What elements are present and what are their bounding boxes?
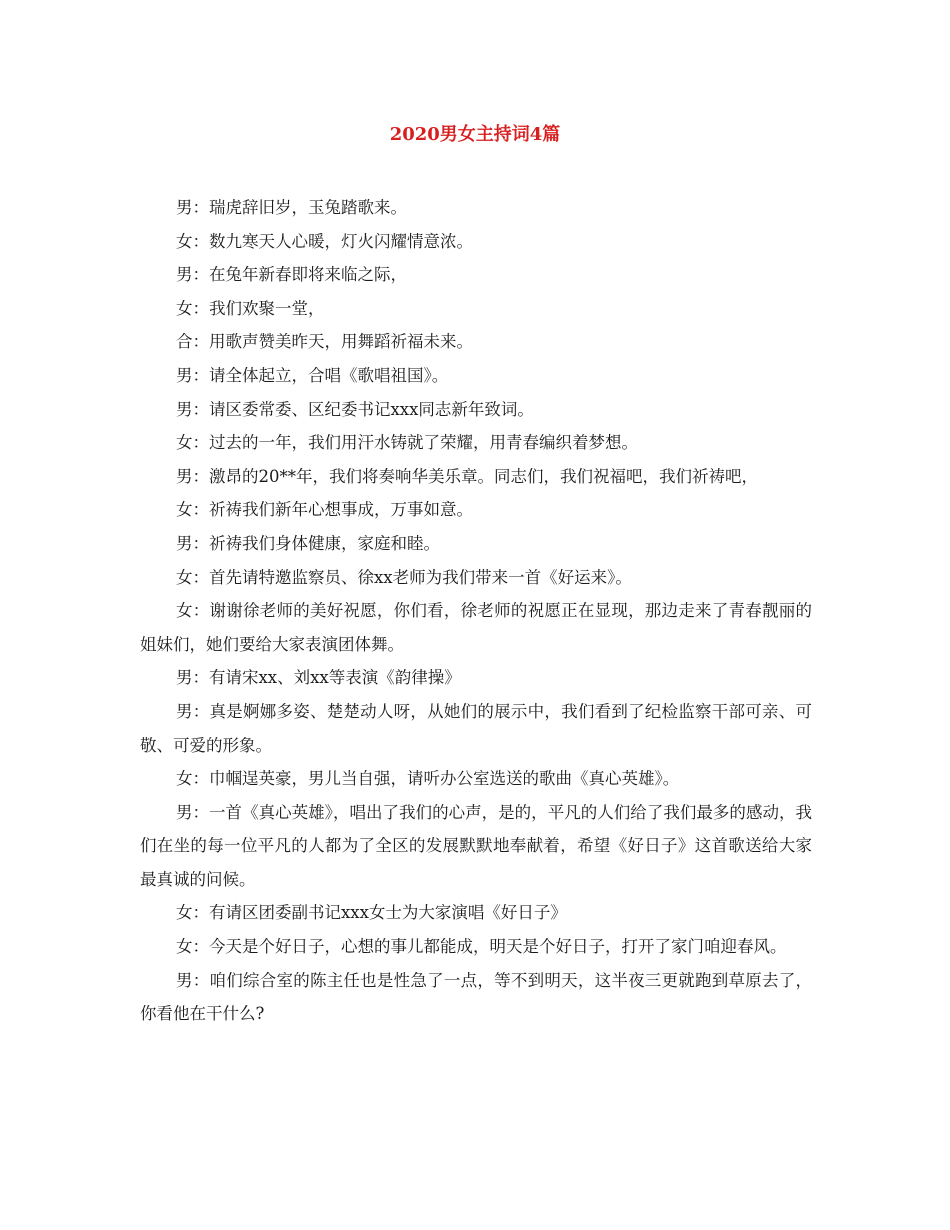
paragraph: 合：用歌声赞美昨天，用舞蹈祈福未来。: [176, 332, 473, 352]
paragraph: 男：咱们综合室的陈主任也是性急了一点，等不到明天，这半夜三更就跑到草原去了，你看他在干什么?: [140, 970, 812, 1024]
paragraph: 男：激昂的20**年，我们将奏响华美乐章。同志们，我们祝福吧，我们祈祷吧，: [176, 466, 758, 486]
paragraph: 女：巾帼逞英豪，男儿当自强，请听办公室选送的歌曲《真心英雄》。: [176, 769, 680, 789]
paragraph: 男：真是婀娜多姿、楚楚动人呀，从她们的展示中，我们看到了纪检监察干部可亲、可敬、可爱的形象。: [140, 701, 812, 755]
paragraph: 男：祈祷我们身体健康，家庭和睦。: [176, 533, 440, 553]
document-title: 2020男女主持词4篇: [389, 124, 561, 145]
paragraph: 女：祈祷我们新年心想事成，万事如意。: [176, 500, 473, 520]
document-body: [140, 191, 812, 1031]
paragraph: 男：一首《真心英雄》，唱出了我们的心声，是的，平凡的人们给了我们最多的感动，我们在坐的每一位平凡的人都为了全区的发展默默地奉献着，希望《好日子》这首歌送给大家最真诚的问候。: [140, 802, 812, 889]
paragraph: 女：今天是个好日子，心想的事儿都能成，明天是个好日子，打开了家门咱迎春风。: [176, 937, 787, 957]
paragraph: 男：有请宋xx、刘xx等表演《韵律操》: [176, 668, 461, 688]
paragraph: 男：请全体起立，合唱《歌唱祖国》。: [176, 365, 449, 385]
paragraph: 男：在兔年新春即将来临之际，: [176, 265, 407, 285]
paragraph: 女：过去的一年，我们用汗水铸就了荣耀，用青春编织着梦想。: [176, 433, 638, 453]
paragraph: 女：首先请特邀监察员、徐xx老师为我们带来一首《好运来》。: [176, 567, 632, 587]
paragraph: 女：数九寒天人心暖，灯火闪耀情意浓。: [176, 231, 473, 251]
paragraph: 女：有请区团委副书记xxx女士为大家演唱《好日子》: [176, 903, 567, 923]
paragraph: 女：我们欢聚一堂，: [176, 298, 325, 318]
paragraph: 女：谢谢徐老师的美好祝愿，你们看，徐老师的祝愿正在显现，那边走来了青春靓丽的姐妹们，她们要给大家表演团体舞。: [140, 601, 812, 654]
paragraph: 男：请区委常委、区纪委书记xxx同志新年致词。: [176, 399, 534, 419]
paragraph: 男：瑞虎辞旧岁，玉兔踏歌来。: [176, 198, 407, 217]
